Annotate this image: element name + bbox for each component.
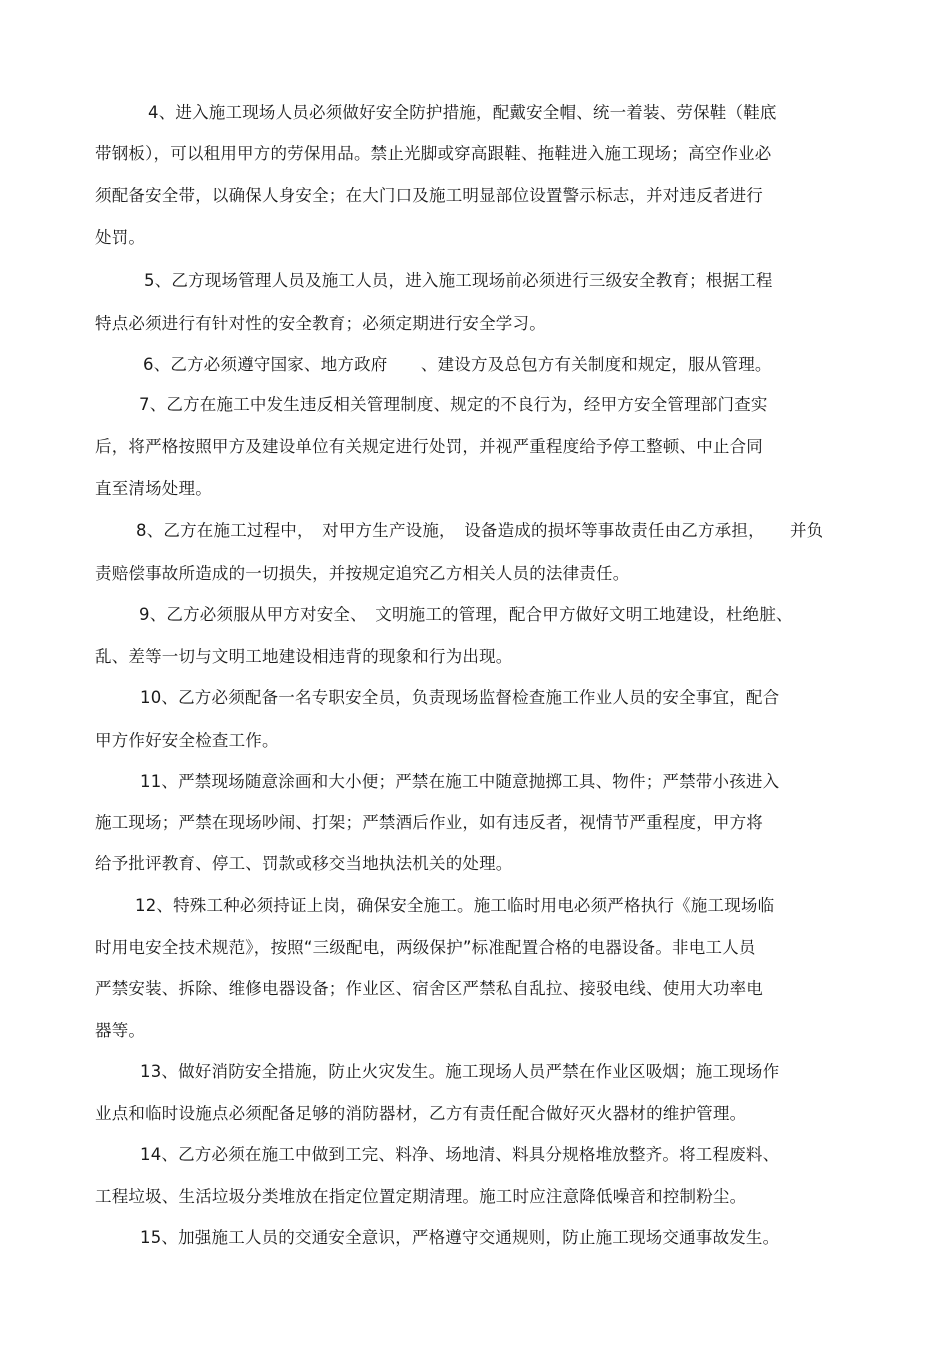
clause-8-line-1: 8、乙方在施工过程中， 对甲方生产设施， 设备造成的损坏等事故责任由乙方承担， 并负	[136, 521, 824, 540]
clause-4-line-3: 须配备安全带，以确保人身安全；在大门口及施工明显部位设置警示标志，并对违反者进行	[95, 186, 763, 205]
clause-12-line-4: 器等。	[95, 1021, 146, 1040]
clause-5-line-1: 5、乙方现场管理人员及施工人员，进入施工现场前必须进行三级安全教育；根据工程	[144, 271, 773, 290]
clause-7-line-3: 直至清场处理。	[95, 479, 212, 498]
clause-5-line-2: 特点必须进行有针对性的安全教育；必须定期进行安全学习。	[95, 314, 546, 333]
clause-9-line-2: 乱、差等一切与文明工地建设相违背的现象和行为出现。	[95, 647, 513, 666]
clause-7-line-2: 后，将严格按照甲方及建设单位有关规定进行处罚，并视严重程度给予停工整顿、中止合同	[95, 437, 763, 456]
clause-14-line-2: 工程垃圾、生活垃圾分类堆放在指定位置定期清理。施工时应注意降低噪音和控制粉尘。	[95, 1187, 747, 1206]
clause-14-line-1: 14、乙方必须在施工中做到工完、料净、场地清、料具分规格堆放整齐。将工程废料、	[140, 1145, 780, 1164]
clause-12-line-1: 12、特殊工种必须持证上岗，确保安全施工。施工临时用电必须严格执行《施工现场临	[135, 896, 775, 915]
clause-9-line-1: 9、乙方必须服从甲方对安全、 文明施工的管理，配合甲方做好文明工地建设，杜绝脏、	[139, 605, 793, 624]
clause-8-line-2: 责赔偿事故所造成的一切损失，并按规定追究乙方相关人员的法律责任。	[95, 564, 630, 583]
clause-11-line-1: 11、严禁现场随意涂画和大小便；严禁在施工中随意抛掷工具、物件；严禁带小孩进入	[140, 772, 780, 791]
clause-6-line-1: 6、乙方必须遵守国家、地方政府 、建设方及总包方有关制度和规定，服从管理。	[143, 355, 772, 374]
clause-10-line-1: 10、乙方必须配备一名专职安全员，负责现场监督检查施工作业人员的安全事宜，配合	[140, 688, 780, 707]
clause-7-line-1: 7、乙方在施工中发生违反相关管理制度、规定的不良行为，经甲方安全管理部门查实	[139, 395, 768, 414]
clause-10-line-2: 甲方作好安全检查工作。	[95, 731, 279, 750]
clause-15-line-1: 15、加强施工人员的交通安全意识，严格遵守交通规则，防止施工现场交通事故发生。	[140, 1228, 780, 1247]
clause-13-line-2: 业点和临时设施点必须配备足够的消防器材，乙方有责任配合做好灭火器材的维护管理。	[95, 1104, 747, 1123]
clause-11-line-2: 施工现场；严禁在现场吵闹、打架；严禁酒后作业，如有违反者，视情节严重程度，甲方将	[95, 813, 763, 832]
clause-11-line-3: 给予批评教育、停工、罚款或移交当地执法机关的处理。	[95, 854, 513, 873]
clause-13-line-1: 13、做好消防安全措施，防止火灾发生。施工现场人员严禁在作业区吸烟；施工现场作	[140, 1062, 780, 1081]
clause-12-line-3: 严禁安装、拆除、维修电器设备；作业区、宿舍区严禁私自乱拉、接驳电线、使用大功率电	[95, 979, 763, 998]
clause-4-line-2: 带钢板），可以租用甲方的劳保用品。禁止光脚或穿高跟鞋、拖鞋进入施工现场；高空作业必	[95, 144, 772, 163]
clause-4-line-1: 4、进入施工现场人员必须做好安全防护措施，配戴安全帽、统一着装、劳保鞋（鞋底	[148, 103, 777, 122]
clause-4-line-4: 处罚。	[95, 228, 146, 247]
clause-12-line-2: 时用电安全技术规范》，按照“三级配电，两级保护”标准配置合格的电器设备。非电工人员	[95, 938, 756, 957]
